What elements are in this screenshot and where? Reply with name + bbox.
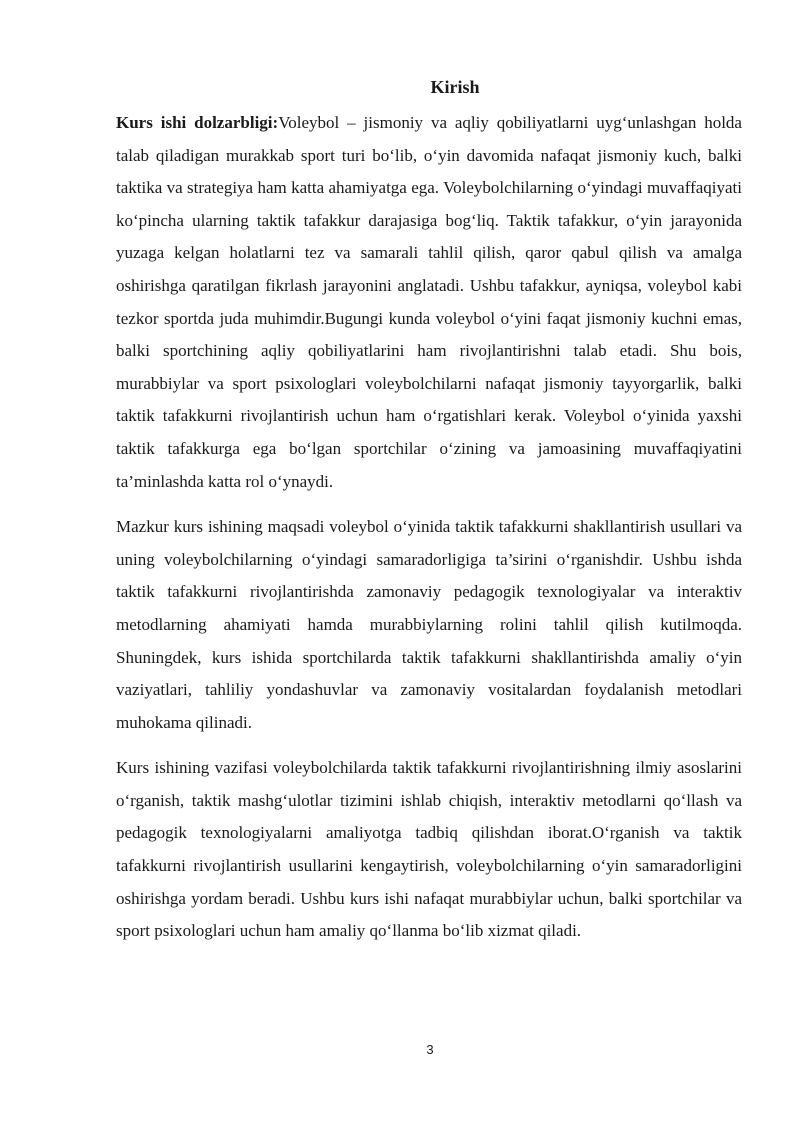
page-number: 3	[426, 1042, 434, 1057]
paragraph-tasks: Kurs ishining vazifasi voleybolchilarda taktik tafakkurni rivojlantirishning ilmiy asoslarini o‘rganish, taktik mashg‘ulotlar tizimini ishlab chiqish, interaktiv metodlarni qo‘llash va pedagogik texnologiyalarni amaliyotga tadbiq qilishdan iborat.O‘rganish va taktik tafakkurni rivojlantirish usullarini kengaytirish, voleybolchilarning o‘yin samaradorligini oshirishga yordam beradi. Ushbu kurs ishi nafaqat murabbiylar uchun, balki sportchilar va sport psixologlari uchun ham amaliy qo‘llanma bo‘lib xizmat qiladi.	[116, 758, 742, 941]
paragraph-lead-label: Kurs ishi dolzarbligi:	[116, 113, 279, 132]
paragraph-relevance	[116, 107, 742, 498]
paragraph-goal: Mazkur kurs ishining maqsadi voleybol o‘yinida taktik tafakkurni shakllantirish usullari va uning voleybolchilarning o‘yindagi samaradorligiga ta’sirini o‘rganishdir. Ushbu ishda taktik tafakkurni rivojlantirishda zamonaviy pedagogik texnologiyalar va interaktiv metodlarning ahamiyati hamda murabbiylarning rolini tahlil qilish kutilmoqda. Shuningdek, kurs ishida sportchilarda taktik tafakkurni shakllantirishda amaliy o‘yin vaziyatlari, tahliliy yondashuvlar va zamonaviy vositalardan foydalanish metodlari muhokama qilinadi.	[116, 517, 742, 732]
section-heading: Kirish	[430, 77, 480, 97]
paragraph-body: Voleybol – jismoniy va aqliy qobiliyatlarni uyg‘unlashgan holda talab qiladigan murakkab sport turi bo‘lib, o‘yin davomida nafaqat jismoniy kuch, balki taktika va strategiya ham katta ahamiyatga ega. Voleybolchilarning o‘yindagi muvaffaqiyati ko‘pincha ularning taktik tafakkur darajasiga bog‘liq. Taktik tafakkur, o‘yin jarayonida yuzaga kelgan holatlarni tez va samarali tahlil qilish, qaror qabul qilish va amalga oshirishga qaratilgan fikrlash jarayonini anglatadi. Ushbu tafakkur, ayniqsa, voleybol kabi tezkor sportda juda muhimdir.Bugungi kunda voleybol o‘yini faqat jismoniy kuchni emas, balki sportchining aqliy qobiliyatlarini ham rivojlantirishni talab etadi. Shu bois, murabbiylar va sport psixologlari voleybolchilarni nafaqat jismoniy tayyorgarlik, balki taktik tafakkurni rivojlantirish uchun ham o‘rgatishlari kerak. Voleybol o‘yinida yaxshi taktik tafakkurga ega bo‘lgan sportchilar o‘zining va jamoasining muvaffaqiyatini ta’minlashda katta rol o‘ynaydi.	[116, 113, 742, 491]
document-page	[116, 74, 742, 961]
